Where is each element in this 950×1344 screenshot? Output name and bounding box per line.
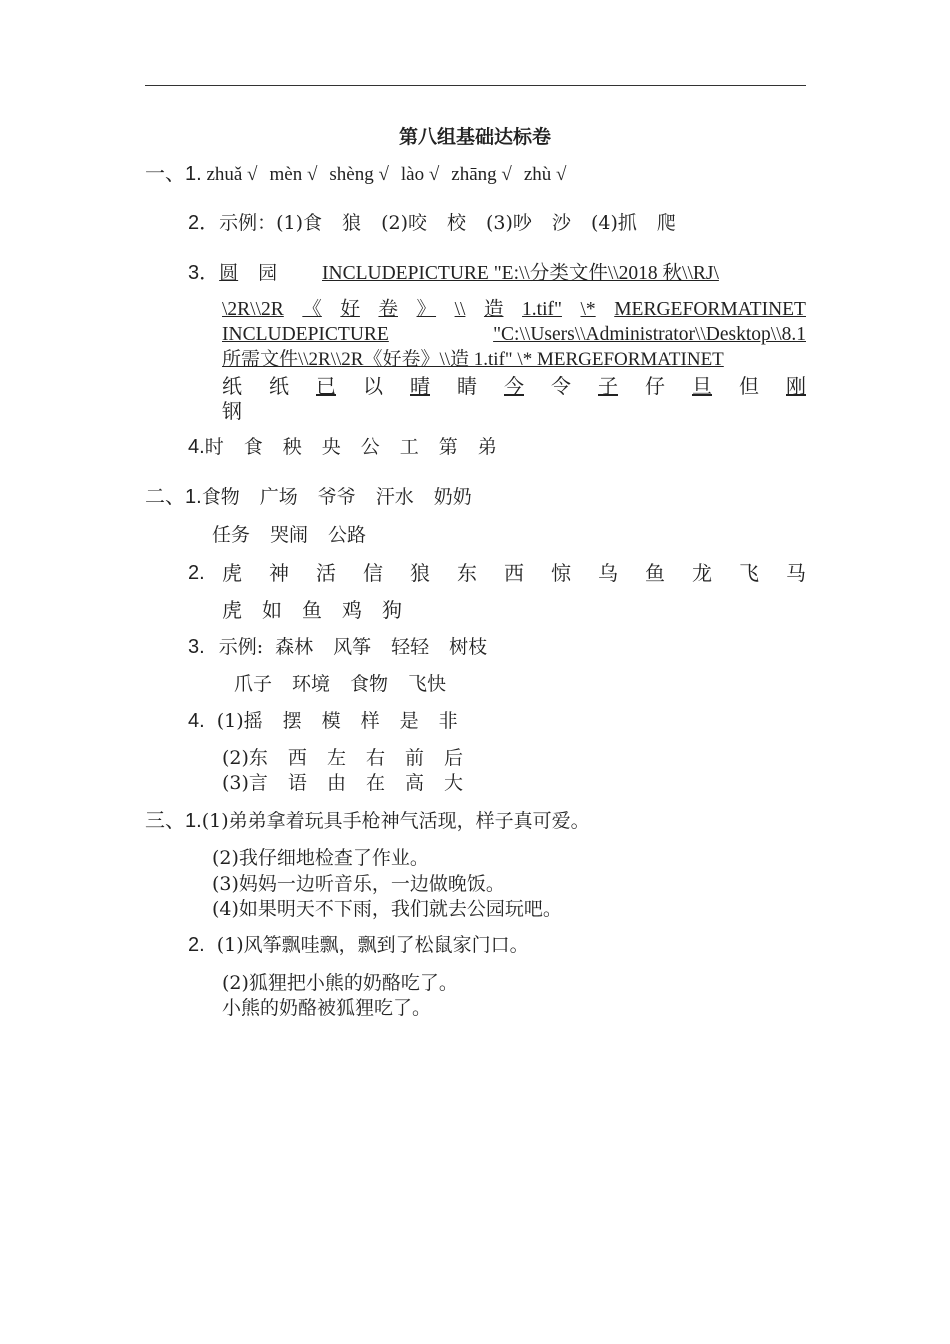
answer-word: 森林 [275, 636, 314, 658]
answer-char: 晴 [410, 374, 430, 398]
answer-char: 虎 [222, 561, 242, 585]
answer-char: 如 [262, 598, 282, 622]
answer-char: 鱼 [645, 561, 665, 585]
section-two-q2-row1 [222, 560, 806, 586]
section-one-q1 [145, 161, 566, 188]
field-token: 卷 [378, 299, 398, 320]
answer-word: 广场 [259, 486, 298, 508]
field-token: INCLUDEPICTURE [222, 324, 389, 345]
answer-char: 信 [363, 561, 383, 585]
answer-char: (3)言 [222, 772, 268, 794]
answer-char: 语 [287, 772, 307, 794]
answer-char: 非 [438, 710, 458, 732]
answer-char: 沙 [551, 212, 571, 234]
question-number: 1. [185, 163, 202, 185]
question-number: 2． [188, 212, 220, 234]
answer-char: 秧 [282, 436, 302, 458]
answer-char: 令 [551, 374, 571, 398]
answer-sentence: (1)风筝飘哇飘，飘到了松鼠家门口。 [216, 934, 529, 956]
answer-word: 飞快 [408, 673, 447, 695]
section-two-q3-row1 [188, 634, 487, 660]
example-prefix: 示例： [219, 212, 277, 234]
section-two-q1-row1 [145, 484, 472, 510]
answer-sentence: (1)弟弟拿着玩具手枪神气活现，样子真可爱。 [201, 810, 590, 832]
answer-char: 纸 [222, 374, 242, 398]
answer-word: 环境 [292, 673, 331, 695]
section-one-q4 [188, 434, 497, 460]
section-two-q4-row2 [222, 745, 463, 771]
answer-char: 但 [739, 374, 759, 398]
field-token: 1.tif" [522, 299, 562, 320]
pinyin-item: mèn √ [269, 164, 318, 185]
answer-char: 仔 [645, 374, 665, 398]
section-label: 一、 [145, 163, 185, 185]
answer-char: 神 [269, 561, 289, 585]
answer-char: 飞 [739, 561, 759, 585]
answer-char: 工 [399, 436, 419, 458]
field-token: "C:\\Users\\Administrator\\Desktop\\8.1 [493, 324, 806, 345]
answer-char: 弟 [477, 436, 497, 458]
answer-word: 爪子 [234, 673, 273, 695]
answer-char: 后 [443, 747, 463, 769]
answer-char: 公 [360, 436, 380, 458]
section-three-q2-line1 [188, 932, 529, 958]
answer-word: 食物 [201, 486, 240, 508]
answer-char: 西 [287, 747, 307, 769]
field-token: 造 [483, 299, 504, 320]
answer-word: 奶奶 [433, 486, 472, 508]
answer-word: 风筝 [333, 636, 372, 658]
field-code-line-4: 所需文件\\2R\\2R《好卷》\\造 1.tif" \* MERGEFORMATINET [222, 349, 724, 370]
answer-char: 活 [316, 561, 336, 585]
answer-char: 惊 [551, 561, 571, 585]
answer-char: 前 [404, 747, 424, 769]
answer-char: 在 [365, 772, 385, 794]
answer-char: 摆 [282, 710, 302, 732]
answer-char: 左 [326, 747, 346, 769]
answer-word: 食物 [350, 673, 389, 695]
answer-char: 刚 [786, 374, 806, 398]
answer-word: 爷爷 [317, 486, 356, 508]
pinyin-item: lào √ [400, 164, 440, 185]
answer-char: 纸 [269, 374, 289, 398]
answer-char: 子 [598, 374, 618, 398]
field-token: 》 [416, 299, 437, 320]
section-label: 二、 [145, 486, 185, 508]
answer-char: 睛 [457, 374, 477, 398]
answer-char: (3)吵 [486, 212, 532, 234]
question-number: 3． [188, 262, 220, 284]
example-prefix: 示例: [218, 636, 264, 658]
field-token: \* [580, 299, 596, 320]
answer-word: 树枝 [449, 636, 488, 658]
section-one-q3-line1 [188, 260, 277, 286]
answer-char: 园 [258, 262, 278, 284]
answer-char: 以 [363, 374, 383, 398]
pinyin-item: zhù √ [523, 164, 567, 185]
section-two-q3-row2 [234, 671, 446, 697]
answer-char: 模 [321, 710, 341, 732]
pinyin-item: zhuǎ √ [206, 164, 258, 185]
question-number: 2. [188, 934, 205, 956]
answer-char: 第 [438, 436, 458, 458]
answer-char: (2)咬 [381, 212, 427, 234]
pinyin-item: zhāng √ [451, 164, 512, 185]
answer-char: 爬 [656, 212, 676, 234]
section-one-q3-last: 钢 [222, 399, 242, 423]
answer-char: (1)摇 [216, 710, 263, 732]
section-two-q4-row1 [188, 708, 458, 734]
answer-char: 右 [365, 747, 385, 769]
field-code-line-1: INCLUDEPICTURE "E:\\分类文件\\2018 秋\\RJ\ [322, 263, 719, 284]
section-three-q1-line1 [145, 808, 590, 834]
question-number: 3. [188, 636, 205, 658]
answer-char: 时 [204, 436, 224, 458]
answer-char: 鸡 [342, 598, 362, 622]
question-number: 1. [185, 810, 202, 832]
field-token: 《 [302, 299, 322, 320]
answer-word: 汗水 [375, 486, 414, 508]
answer-char: 已 [316, 374, 336, 398]
answer-char: 东 [457, 561, 477, 585]
answer-word: 轻轻 [391, 636, 430, 658]
section-two-q2-num [188, 560, 205, 586]
question-number: 4. [188, 436, 205, 458]
answer-char: 龙 [692, 561, 712, 585]
header-rule [145, 85, 806, 86]
section-three-q2-line2: (2)狐狸把小熊的奶酪吃了。 [222, 972, 458, 994]
answer-char: (2)东 [222, 747, 268, 769]
section-one-q2 [188, 210, 676, 236]
answer-word: 任务 [212, 524, 251, 546]
answer-char: 高 [404, 772, 424, 794]
question-number: 4. [188, 710, 205, 732]
answer-char: 狼 [342, 212, 362, 234]
answer-char: 乌 [598, 561, 618, 585]
section-three-q1-line2: (2)我仔细地检查了作业。 [212, 847, 429, 869]
section-three-q1-line4: (4)如果明天不下雨，我们就去公园玩吧。 [212, 898, 562, 920]
field-token: \2R\\2R [222, 299, 284, 320]
answer-char: 大 [443, 772, 463, 794]
question-number: 1. [185, 486, 202, 508]
answer-char: (1)食 [276, 212, 323, 234]
answer-char: 狗 [382, 598, 402, 622]
answer-char: 西 [504, 561, 524, 585]
answer-char: 旦 [692, 374, 712, 398]
answer-word: 哭闹 [270, 524, 309, 546]
answer-char: 是 [399, 710, 419, 732]
field-code-line-2 [222, 298, 806, 322]
answer-char: (4)抓 [590, 212, 637, 234]
answer-char: 由 [326, 772, 346, 794]
page-title: 第八组基础达标卷 [398, 126, 551, 148]
section-three-q1-line3: (3)妈妈一边听音乐，一边做晚饭。 [212, 873, 505, 895]
answer-char: 虎 [222, 598, 242, 622]
section-two-q2-row2 [222, 597, 402, 623]
field-token: \\ [454, 299, 466, 320]
section-two-q4-row3 [222, 770, 463, 796]
answer-char: 今 [504, 374, 524, 398]
section-label: 三、 [145, 810, 185, 832]
answer-char: 狼 [410, 561, 430, 585]
question-number: 2. [188, 562, 205, 584]
answer-word: 公路 [328, 524, 367, 546]
answer-char: 校 [447, 212, 467, 234]
answer-char: 马 [786, 561, 806, 585]
answer-char: 食 [243, 436, 263, 458]
pinyin-item: shèng √ [329, 164, 389, 185]
answer-char: 央 [321, 436, 341, 458]
field-code-line-3 [222, 323, 806, 347]
answer-char: 鱼 [302, 598, 322, 622]
section-two-q1-row2 [212, 522, 366, 548]
answer-char: 圆 [219, 262, 239, 284]
section-one-q3-chars [222, 373, 806, 399]
answer-char: 样 [360, 710, 380, 732]
section-three-q2-line3: 小熊的奶酪被狐狸吃了。 [222, 997, 432, 1019]
field-token: 好 [340, 299, 360, 320]
field-token: MERGEFORMATINET [614, 299, 806, 320]
